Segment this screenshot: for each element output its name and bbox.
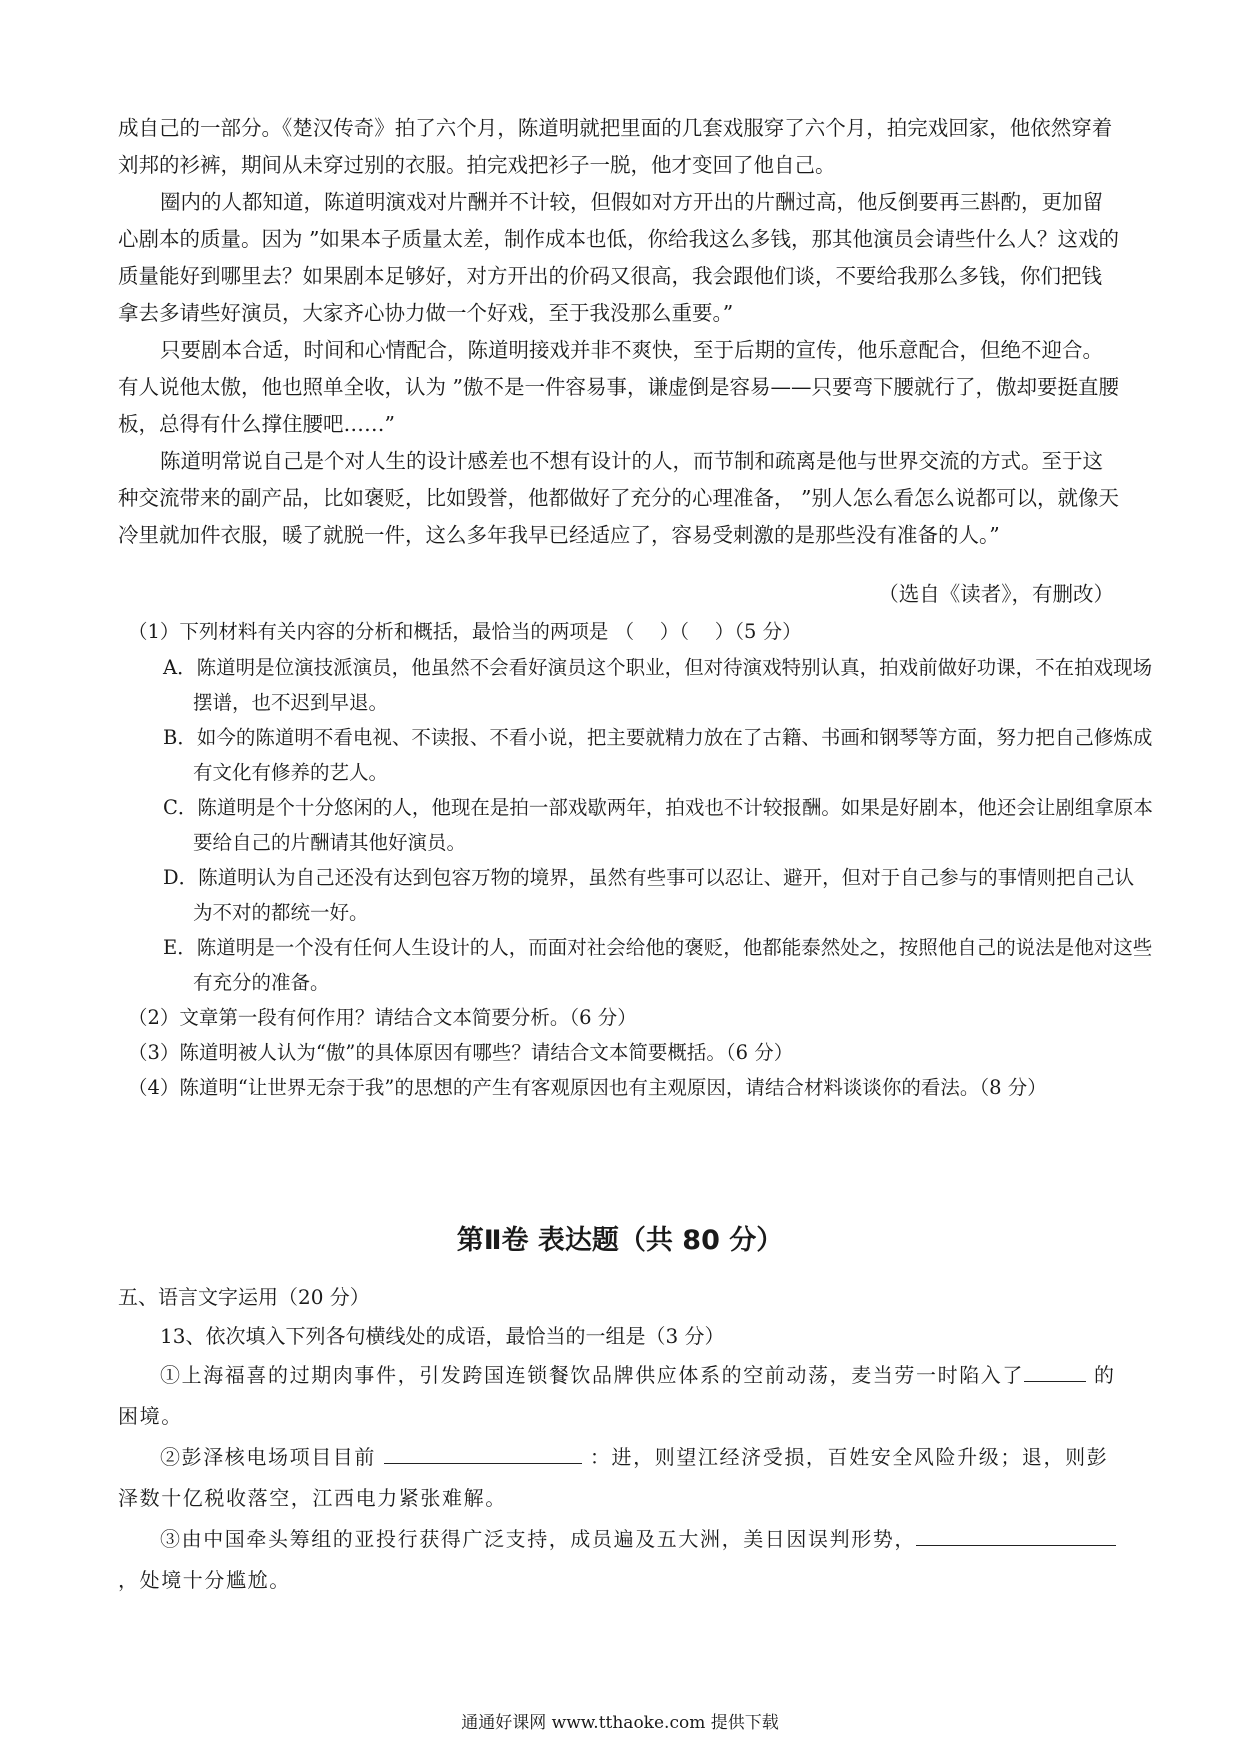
sentence-1-after: 的困境。 — [118, 1363, 1116, 1428]
footer: 通通好课网 www.tthaoke.com 提供下载 — [461, 1713, 779, 1733]
sentence-2-before: ②彭泽核电场项目目前 — [160, 1445, 384, 1469]
blank-2[interactable] — [384, 1462, 582, 1464]
sentence-2 — [118, 1437, 1122, 1519]
section-five-heading: 五、语言文字运用（20 分） — [118, 1285, 370, 1309]
question-13: 13、依次填入下列各句横线处的成语，最恰当的一组是（3 分） — [160, 1324, 725, 1348]
option-a: A．陈道明是位演技派演员，他虽然不会看好演员这个职业，但对待演戏特别认真，拍戏前做好功课，不在拍戏现场摆谱，也不迟到早退。 — [163, 656, 1153, 714]
question-2: （2）文章第一段有何作用？请结合文本简要分析。（6 分） — [128, 1006, 637, 1029]
sentence-3 — [118, 1519, 1122, 1601]
passage-paragraph-1: 成自己的一部分。《楚汉传奇》拍了六个月，陈道明就把里面的几套戏服穿了六个月，拍完戏回家，他依然穿着刘邦的衫裤，期间从未穿过别的衣服。拍完戏把衫子一脱，他才变回了他自己。 — [118, 116, 1113, 177]
passage-source: （选自《读者》，有删改） — [878, 582, 1114, 606]
sentence-3-before: ③由中国牵头筹组的亚投行获得广泛支持，成员遍及五大洲，美日因误判形势， — [160, 1527, 916, 1551]
sentence-3-after: ，处境十分尴尬。 — [118, 1568, 291, 1592]
blank-3[interactable] — [916, 1544, 1116, 1546]
passage-paragraph-4: 陈道明常说自己是个对人生的设计感差也不想有设计的人，而节制和疏离是他与世界交流的方式。至于这种交流带来的副产品，比如褒贬，比如毁誉，他都做好了充分的心理准备， ”别人怎么看怎么说都可以，就像天冷里就加件衣服，暖了就脱一件，这么多年我早已经适应了，容易受刺激的是那些没有准备的人。” — [118, 449, 1119, 547]
passage-paragraph-2: 圈内的人都知道，陈道明演戏对片酬并不计较，但假如对方开出的片酬过高，他反倒要再三斟酌，更加留心剧本的质量。因为 ”如果本子质量太差，制作成本也低，你给我这么多钱，那其他演员会请些什么人？这戏的质量能好到哪里去？如果剧本足够好，对方开出的价码又很高，我会跟他们谈，不要给我那么多钱，你们把钱拿去多请些好演员，大家齐心协力做一个好戏，至于我没那么重要。” — [118, 190, 1119, 325]
sentence-1-before: ①上海福喜的过期肉事件，引发跨国连锁餐饮品牌供应体系的空前动荡，麦当劳一时陷入了 — [160, 1363, 1024, 1387]
sentence-2-after: ：进，则望江经济受损，百姓安全风险升级；退，则彭泽数十亿税收落空，江西电力紧张难解。 — [118, 1445, 1109, 1510]
option-d: D．陈道明认为自己还没有达到包容万物的境界，虽然有些事可以忍让、避开，但对于自己参与的事情则把自己认为不对的都统一好。 — [163, 866, 1135, 924]
part-two-title: 第Ⅱ卷 表达题（共 80 分） — [456, 1225, 784, 1256]
blank-1[interactable] — [1024, 1380, 1086, 1382]
option-e: E．陈道明是一个没有任何人生设计的人，而面对社会给他的褒贬，他都能泰然处之，按照他自己的说法是他对这些有充分的准备。 — [163, 936, 1153, 994]
option-b: B．如今的陈道明不看电视、不读报、不看小说，把主要就精力放在了古籍、书画和钢琴等方面，努力把自己修炼成有文化有修养的艺人。 — [163, 726, 1153, 784]
option-c: C．陈道明是个十分悠闲的人，他现在是拍一部戏歇两年，拍戏也不计较报酬。如果是好剧本，他还会让剧组拿原本要给自己的片酬请其他好演员。 — [163, 796, 1153, 854]
question-3: （3）陈道明被人认为“傲”的具体原因有哪些？请结合文本简要概括。（6 分） — [128, 1041, 794, 1064]
question-4: （4）陈道明“让世界无奈于我”的思想的产生有客观原因也有主观原因，请结合材料谈谈你的看法。（8 分） — [128, 1076, 1047, 1099]
sentence-1 — [118, 1355, 1122, 1437]
question-1: （1）下列材料有关内容的分析和概括，最恰当的两项是 （ ）（ ）（5 分） — [128, 620, 802, 643]
passage-paragraph-3: 只要剧本合适，时间和心情配合，陈道明接戏并非不爽快，至于后期的宣传，他乐意配合，但绝不迎合。有人说他太傲，他也照单全收，认为 ”傲不是一件容易事，谦虚倒是容易——只要弯下腰就行了，傲却要挺直腰板，总得有什么撑住腰吧……” — [118, 338, 1119, 436]
